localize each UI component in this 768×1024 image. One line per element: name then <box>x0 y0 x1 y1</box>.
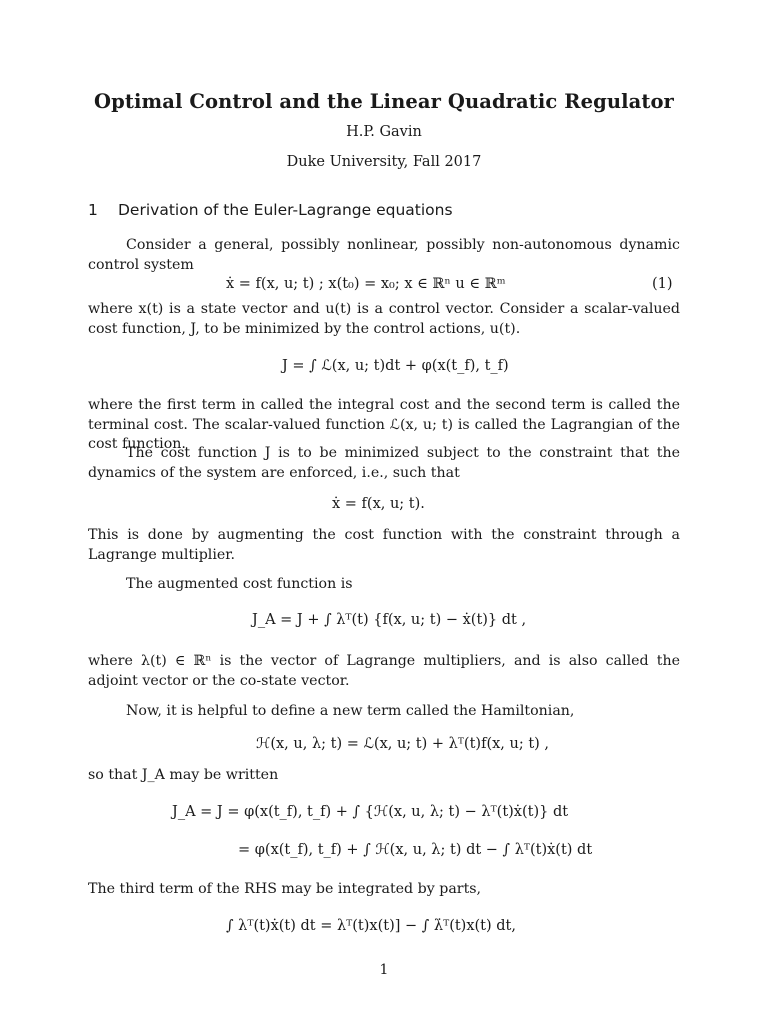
paragraph-10: The third term of the RHS may be integrated by parts, <box>88 881 482 897</box>
paragraph-9: so that J_A may be written <box>88 767 279 783</box>
paper-title: Optimal Control and the Linear Quadratic Regulator <box>94 90 674 113</box>
paragraph-2: where x(t) is a state vector and u(t) is a control vector. Consider a scalar-valued cost function, J, to be minimized by the control actions, u(t). <box>88 301 680 337</box>
equation-1-number: (1) <box>652 276 673 292</box>
equation-cost: J = ∫ ℒ(x, u; t)dt + φ(x(t_f), t_f) <box>282 358 509 374</box>
paragraph-6: The augmented cost function is <box>126 576 353 592</box>
equation-hamiltonian: ℋ(x, u, λ; t) = ℒ(x, u; t) + λᵀ(t)f(x, u; t) , <box>256 736 550 752</box>
section-title: Derivation of the Euler-Lagrange equations <box>118 201 453 219</box>
section-number: 1 <box>88 201 98 219</box>
author: H.P. Gavin <box>346 124 422 140</box>
paragraph-8: Now, it is helpful to define a new term called the Hamiltonian, <box>126 703 575 719</box>
paragraph-5: This is done by augmenting the cost function with the constraint through a Lagrange multiplier. <box>88 527 680 563</box>
paragraph-7: where λ(t) ∈ ℝⁿ is the vector of Lagrange multipliers, and is also called the adjoint vector or the co-state vector. <box>88 653 680 689</box>
equation-ja-line-2: = φ(x(t_f), t_f) + ∫ ℋ(x, u, λ; t) dt − ∫ λᵀ(t)ẋ(t) dt <box>238 842 593 858</box>
paragraph-3: where the first term in called the integral cost and the second term is called the terminal cost. The scalar-valued function ℒ(x, u; t) is called the Lagrangian of the cost function. <box>88 397 680 452</box>
page-number: 1 <box>379 962 389 978</box>
section-heading <box>88 201 453 219</box>
paragraph-1: Consider a general, possibly nonlinear, possibly non-autonomous dynamic control system <box>88 237 680 273</box>
equation-parts: ∫ λᵀ(t)ẋ(t) dt = λᵀ(t)x(t)] − ∫ λ̇ᵀ(t)x(t) dt, <box>226 918 516 934</box>
equation-dynamics: ẋ = f(x, u; t). <box>332 496 425 512</box>
paragraph-4: The cost function J is to be minimized subject to the constraint that the dynamics of the system are enforced, i.e., such that <box>88 445 680 481</box>
affiliation: Duke University, Fall 2017 <box>286 154 482 170</box>
equation-augmented: J_A = J + ∫ λᵀ(t) {f(x, u; t) − ẋ(t)} dt , <box>252 612 527 628</box>
equation-1: ẋ = f(x, u; t) ; x(t₀) = x₀; x ∈ ℝⁿ u ∈ ℝᵐ <box>226 276 506 292</box>
equation-ja-line-1: J_A = J = φ(x(t_f), t_f) + ∫ {ℋ(x, u, λ; t) − λᵀ(t)ẋ(t)} dt <box>172 804 569 820</box>
